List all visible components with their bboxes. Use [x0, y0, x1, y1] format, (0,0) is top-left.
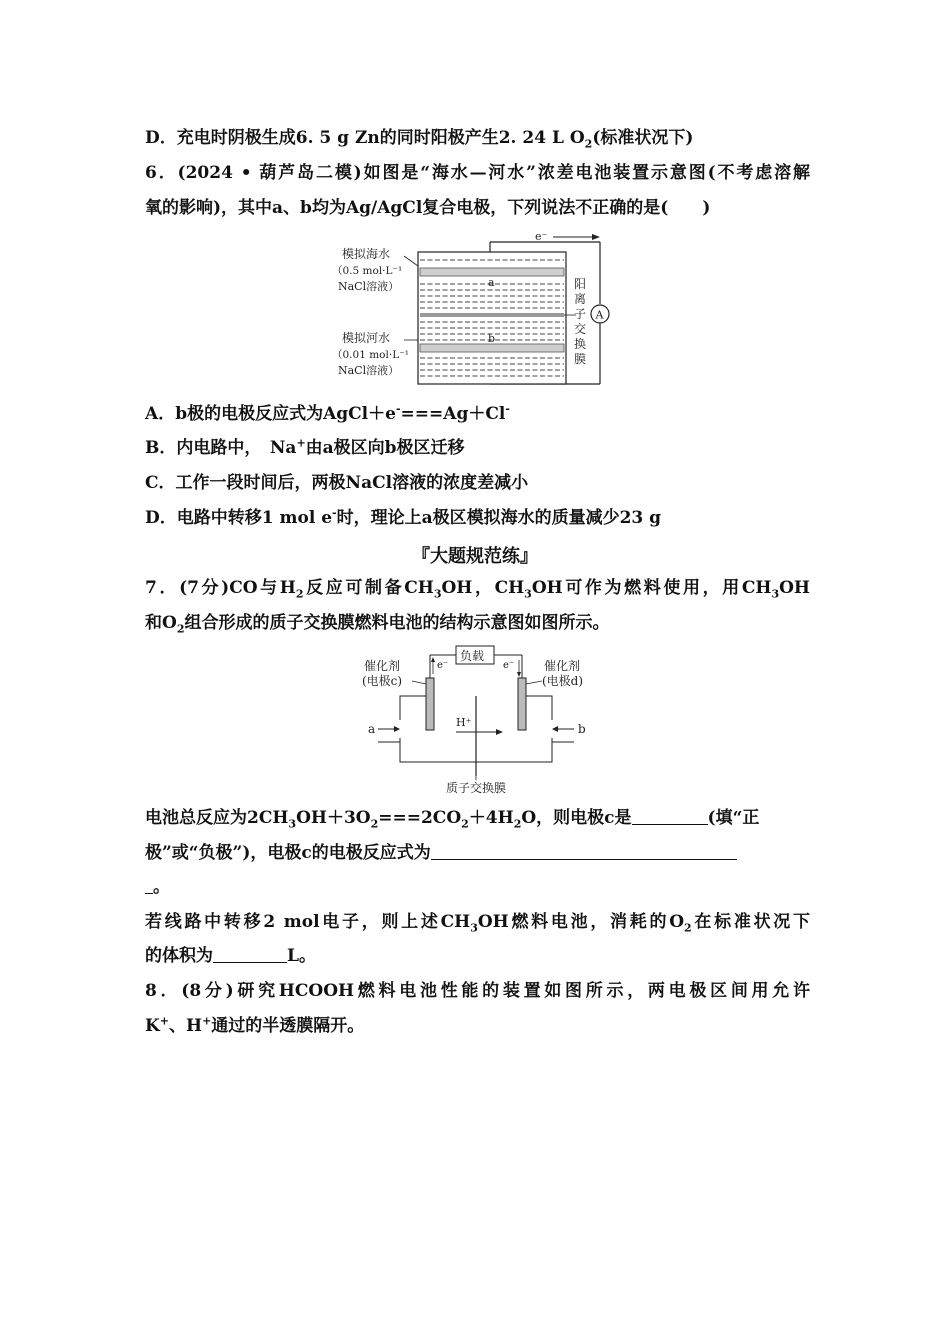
answer-blank-electrode-reaction-cont[interactable] — [145, 877, 153, 894]
svg-text:离: 离 — [574, 292, 587, 306]
q6-concentration-cell-figure — [330, 228, 620, 390]
electrode-a — [420, 268, 564, 276]
q6-stem-line2: 氧的影响)，其中a、b均为Ag/AgCl复合电极，下列说法不正确的是( ) — [145, 198, 711, 218]
svg-text:催化剂: 催化剂 — [544, 659, 581, 673]
q8-stem-line1: 8．(8分)研究HCOOH燃料电池性能的装置如图所示，两电极区间用允许 — [145, 981, 810, 1001]
svg-text:换: 换 — [574, 337, 587, 351]
svg-text:b: b — [488, 332, 496, 345]
svg-text:NaCl溶液）: NaCl溶液） — [338, 364, 400, 377]
svg-text:e⁻: e⁻ — [437, 660, 449, 671]
svg-text:a: a — [488, 276, 495, 289]
svg-text:NaCl溶液）: NaCl溶液） — [338, 280, 400, 293]
q7-stem-line1: 7．(7分)CO与$H_2$反应可制备$CH_3OH$，$CH_3OH$可作为燃料使用，用$CH_3OH$ — [145, 578, 810, 601]
svg-text:模拟海水: 模拟海水 — [342, 247, 391, 261]
electrode-d — [518, 678, 526, 730]
q6-option-d: D．电路中转移1 mol e-时，理论上a极区模拟海水的质量减少23 g — [145, 506, 662, 528]
q7-line7: 的体积为 L。 — [145, 946, 316, 966]
answer-blank-o2-volume[interactable] — [213, 946, 287, 963]
q8-stem-line2: K+、H+通过的半透膜隔开。 — [145, 1014, 365, 1036]
svg-text:模拟河水: 模拟河水 — [342, 331, 391, 345]
svg-text:膜: 膜 — [574, 352, 587, 366]
q6-stem-line1: 6．(2024 • 葫芦岛二模)如图是“海水—河水”浓差电池装置示意图(不考虑溶解 — [145, 163, 810, 183]
svg-text:（0.5 mol·L⁻¹: （0.5 mol·L⁻¹ — [332, 265, 403, 277]
svg-text:b: b — [578, 722, 586, 736]
svg-text:a: a — [368, 722, 376, 736]
q7-line6: 若线路中转移2 mol电子，则上述$CH_3OH$燃料电池，消耗的$O_2$在标准状况下 — [145, 912, 811, 935]
svg-text:（0.01 mol·L⁻¹: （0.01 mol·L⁻¹ — [332, 349, 409, 361]
q7-line5: 。 — [145, 876, 810, 898]
svg-text:(电极d): (电极d) — [542, 674, 584, 688]
q7-stem-line2: 和$O_2$组合形成的质子交换膜燃料电池的结构示意图如图所示。 — [145, 613, 610, 636]
svg-text:子: 子 — [574, 307, 587, 321]
answer-blank-electrode-c[interactable] — [632, 808, 708, 825]
q7-fuel-cell-figure — [360, 644, 600, 796]
svg-text:A: A — [595, 308, 604, 322]
svg-text:负载: 负载 — [460, 649, 485, 663]
answer-blank-electrode-reaction[interactable] — [431, 843, 737, 860]
q7-line3: 电池总反应为$2CH_3OH+3O_2===2CO_2+4H_2O$，则电极c是 (填“正 — [145, 808, 760, 831]
electron-label: e⁻ — [535, 230, 548, 243]
q6-option-b: B．内电路中， Na+由a极区向b极区迁移 — [145, 436, 465, 458]
electrode-b — [420, 344, 564, 352]
section-title: 『大题规范练』 — [412, 546, 538, 567]
q6-option-a: A．b极的电极反应式为AgCl＋e-===Ag＋Cl- — [145, 402, 510, 424]
q5-option-d: D．充电时阴极生成6. 5 g Zn的同时阳极产生2. 24 L $O_2$(标准状况下) — [145, 128, 694, 151]
q6-option-c: C．工作一段时间后，两极NaCl溶液的浓度差减小 — [145, 473, 529, 493]
svg-text:交: 交 — [574, 322, 587, 336]
svg-text:(电极c): (电极c) — [362, 674, 403, 688]
svg-text:e⁻: e⁻ — [503, 660, 515, 671]
svg-text:质子交换膜: 质子交换膜 — [446, 781, 507, 795]
q7-line4: 极”或“负极”)，电极c的电极反应式为 — [145, 842, 810, 864]
svg-text:H⁺: H⁺ — [456, 716, 472, 729]
svg-text:阳: 阳 — [574, 277, 587, 291]
electrode-c — [426, 678, 434, 730]
svg-text:催化剂: 催化剂 — [364, 659, 401, 673]
cation-exchange-membrane — [420, 313, 564, 317]
